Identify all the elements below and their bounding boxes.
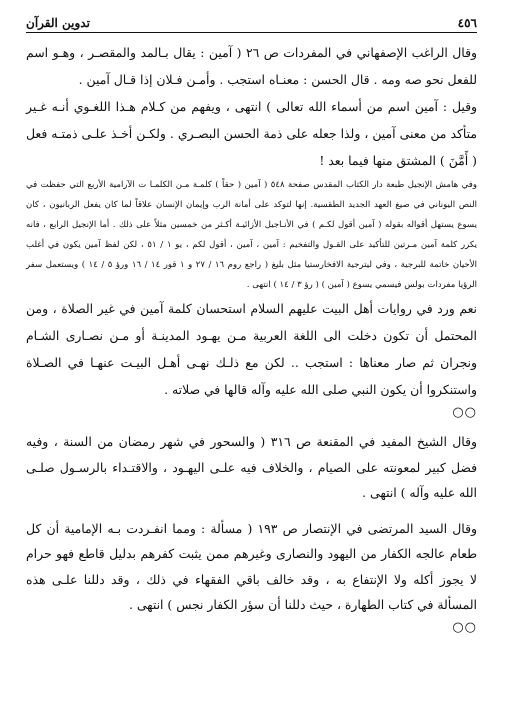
page-header	[26, 10, 477, 30]
header-rule	[26, 32, 477, 33]
book-title: تدوين القرآن	[26, 16, 90, 30]
paragraph-amin-meaning: وقيل : آمين اسم من أسماء الله تعالى ) انتهى ، ويفهم من كـلام هـذا اللغـوي أنـه غـير متأكد من معنى آمين ، ولذا جعله على ذمة الحسن البصـري . ولكـن أخـذ علـى ذمتـه فعل ( أَمَّنَ ) المشتق منها فيما بعد !	[26, 99, 477, 168]
page-body	[26, 39, 477, 638]
paragraph-murtada: وقال السيد المرتضى في الإنتصار ص ١٩٣ ( مسألة : ومما انفـردت بـه الإمامية أن كل طعام عالجه الكفار من اليهود والنصارى وغيرهم ممن يثبت كفرهم بدليل قاطع فهو حرام لا يجوز أكله ولا الإنتفاع به ، وقد خالف باقي الفقهاء في ذلك ، وقد دللنا علـى هذه المسألة في كتاب الطهارة ، حيث دللنا أن سؤر الكفار نجس ) انتهى .	[26, 520, 477, 612]
paragraph-ahl-bayt: نعم ورد في روايات أهل البيت عليهم السلام استحسان كلمة آمين في غير الصلاة ، ومن المحتمل أن تكون دخلت الى اللغة العربية مـن يهـود المدينـة أو مـن نصـارى الشـام ونجران ثم صار معناها : استجب .. لكن مع ذلـك نهـى أهـل البيـت عنهـا في الصـلاة واستنكروا أن يكون النبي صلى الله عليه وآله قالها في صلاته .	[26, 301, 477, 397]
section-separator: ○○	[452, 619, 477, 635]
page-number: ٤٥٦	[457, 16, 477, 30]
section-separator: ○○	[452, 405, 477, 420]
footnote-bible: وفي هامش الإنجيل طبعة دار الكتاب المقدس صفحة ٥٤٨ ( آمين ( حقاً ) كلمـة مـن الكلمـا ت الآرامية الأربع التي حفظت في النص اليوناني في صيغ العهد الجديد الطقسية. إنها لتوكد على أمانة الرب وإيمان الإنسان علاقاً لما كان يفعل الربانيون ، كان يسوع يستهل أقواله بقوله ( آمين أقول لكـم ) في الأنـاجيل الأزائيـة أكـثر من خمسين مثلاً على ذلك . أما الإنجيل الرابع ، فانه يكرر كلمة آمين مـرتين للتأكيد على القـول والتفخيم : آمين ، آمين ، أقول لكم ، يو ١ / ٥١ ، لكن لفظ آمين يكون في أغلب الأحيان خاتمة للبرجية ، وفي ليترجية الافخارستيا مثل بليغ ( راجع روم ١٦ / ٢٧ و ١ قور ١٤ / ١٦ ورؤ ٥ / ١٤ ) ويستعمل سفر الرؤيا مفردات بولس فيسمي يسوع ( آمين ) ( رؤ ٣ / ١٤ ) انتهى .	[26, 180, 478, 290]
paragraph-mufid: وقال الشيخ المفيد في المقنعة ص ٣١٦ ( والسحور في شهر رمضان من السنة ، وفيه فضل كبير لمعونته على الصيام ، والخلاف فيه علـى اليهـود ، والاقتـداء بالرسـول صلـى الله عليه وآله ) انتهى .	[26, 434, 477, 500]
paragraph-raghib: وقال الراغب الإصفهاني في المفردات ص ٢٦ ( آمين : يقال بـالمد والمقصـر ، وهـو اسم للفعل نحو صه ومه . قال الحسن : معنـاه استجب . وأمـن فـلان إذا قـال آمين .	[26, 45, 477, 87]
